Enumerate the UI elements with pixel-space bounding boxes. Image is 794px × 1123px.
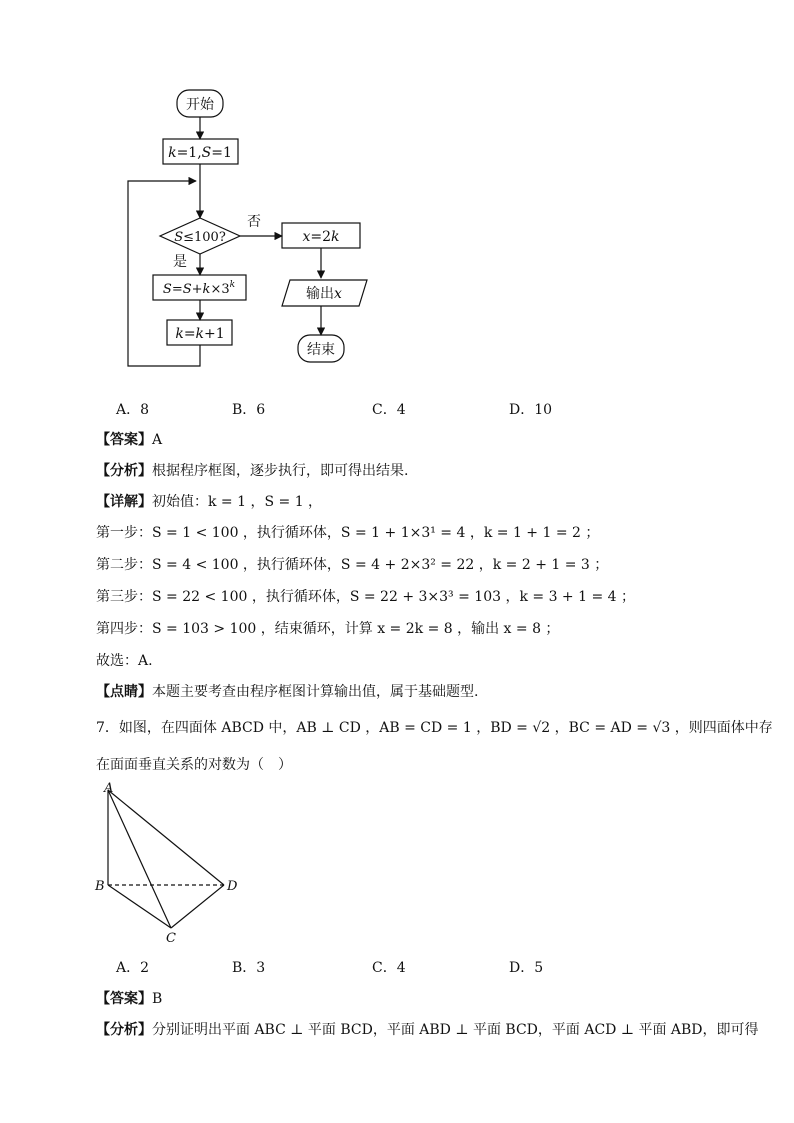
vertex-b-label: B [95, 879, 105, 894]
q6-step-3: 第三步：S = 22 < 100 ，执行循环体，S = 22 + 3×3³ = 103 ，k = 3 + 1 = 4 ； [96, 589, 636, 605]
start-label: 开始 [186, 97, 214, 113]
q7-option-b: B．3 [232, 960, 266, 976]
decision-label: S≤100? [174, 230, 226, 245]
q6-analysis: 【分析】根据程序框图，逐步执行，即可得出结果. [96, 463, 409, 479]
q6-detail: 【详解】初始值：k = 1 ，S = 1 ， [96, 494, 323, 510]
tetrahedron-figure [90, 778, 250, 948]
q7-answer: 【答案】B [96, 991, 163, 1007]
assign-x-label: x=2k [302, 229, 340, 245]
no-label: 否 [247, 214, 261, 230]
q6-option-c: C．4 [372, 402, 406, 418]
q6-option-a: A．8 [116, 402, 150, 418]
increment-k-label: k=k+1 [175, 326, 225, 342]
vertex-d-label: D [227, 879, 238, 894]
flowchart [0, 0, 794, 380]
q7-question-line-2: 在面面垂直关系的对数为（ ） [96, 757, 292, 773]
q6-option-b: B．6 [232, 402, 266, 418]
edge-ad [108, 790, 224, 885]
q7-analysis: 【分析】分别证明出平面 ABC ⊥ 平面 BCD，平面 ABD ⊥ 平面 BCD，平面 ACD ⊥ 平面 ABD，即可得 [96, 1022, 759, 1038]
vertex-c-label: C [166, 931, 176, 946]
q6-comment: 【点睛】本题主要考查由程序框图计算输出值，属于基础题型. [96, 684, 479, 700]
update-s-label: $S=S+k\times 3^k$ [162, 280, 236, 297]
q6-choose: 故选：A. [96, 653, 153, 669]
edge-cd [171, 885, 224, 928]
q7-question-line-1: 7．如图，在四面体 ABCD 中，AB ⊥ CD ，AB = CD = 1 ，BD = √2 ，BC = AD = √3 ，则四面体中存 [96, 720, 773, 736]
q7-option-c: C．4 [372, 960, 406, 976]
edge-ac [108, 790, 171, 928]
yes-label: 是 [173, 254, 187, 270]
q7-option-d: D．5 [509, 960, 544, 976]
init-label: k=1,S=1 [168, 145, 232, 161]
q6-answer: 【答案】A [96, 432, 163, 448]
q6-step-2: 第二步：S = 4 < 100 ，执行循环体，S = 4 + 2×3² = 22 ，k = 2 + 1 = 3 ； [96, 557, 609, 573]
q6-option-d: D．10 [509, 402, 553, 418]
end-label: 结束 [307, 342, 335, 358]
q7-option-a: A．2 [116, 960, 150, 976]
output-label: 输出x [306, 286, 342, 302]
q6-step-1: 第一步：S = 1 < 100 ，执行循环体，S = 1 + 1×3¹ = 4 ，k = 1 + 1 = 2 ； [96, 525, 600, 541]
q6-step-4: 第四步：S = 103 > 100 ，结束循环，计算 x = 2k = 8 ，输出 x = 8 ； [96, 621, 560, 637]
vertex-a-label: A [104, 781, 114, 796]
